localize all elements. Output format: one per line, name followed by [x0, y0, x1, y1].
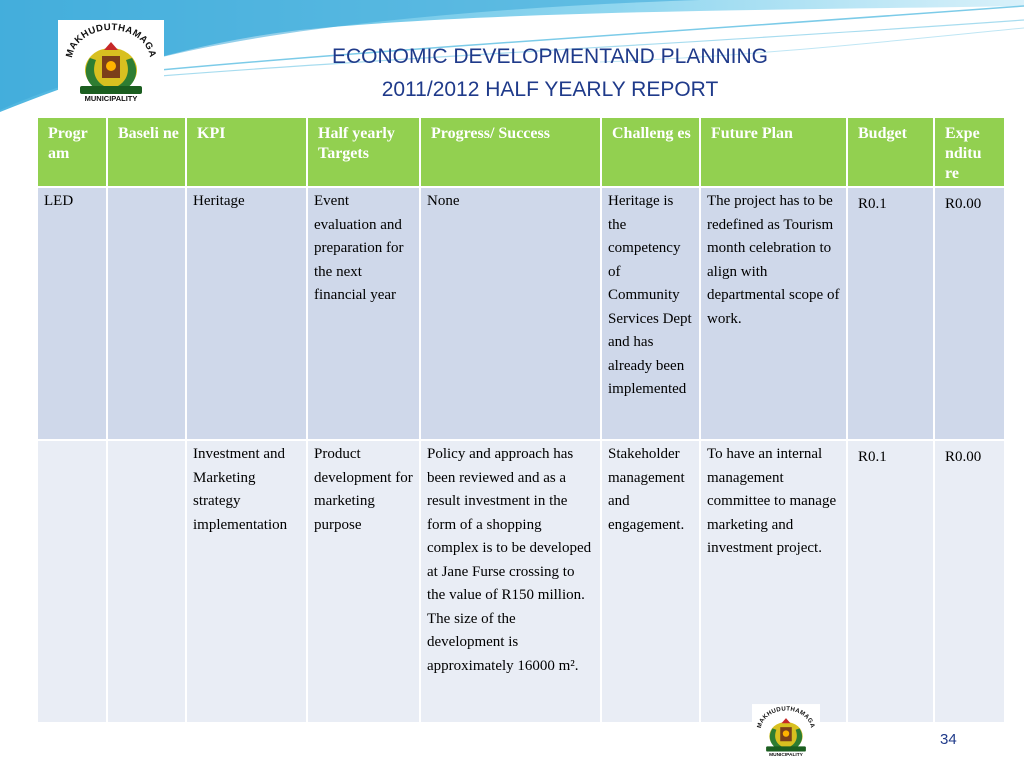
- cell-target: Product development for marketing purpose: [308, 441, 419, 722]
- table-row: [38, 188, 1004, 439]
- logo-small-arc-text: MAKHUDUTHAMAGA: [755, 705, 816, 729]
- cell-baseline: [108, 441, 185, 722]
- cell-program: [38, 441, 106, 722]
- report-title: [300, 40, 800, 106]
- municipality-logo-small: [752, 704, 820, 758]
- title-line-1: ECONOMIC DEVELOPMENTAND PLANNING: [331, 45, 768, 68]
- cell-target: Event evaluation and preparation for the next financial year: [308, 188, 419, 439]
- col-header-program: Progr am: [38, 118, 106, 186]
- col-header-future-plan: Future Plan: [701, 118, 846, 186]
- cell-future-plan: To have an internal management committee to manage marketing and investment project.: [701, 441, 846, 722]
- report-table: [36, 116, 1006, 724]
- col-header-targets: Half yearly Targets: [308, 118, 419, 186]
- col-header-budget: Budget: [848, 118, 933, 186]
- col-header-kpi: KPI: [187, 118, 306, 186]
- municipality-logo: [58, 20, 164, 104]
- cell-challenges: Stakeholder management and engagement.: [602, 441, 699, 722]
- table-row: [38, 441, 1004, 722]
- logo-small-label: MUNICIPALITY: [769, 753, 803, 758]
- cell-progress: Policy and approach has been reviewed and as a result investment in the form of a shopping complex is to be developed at Jane Furse crossing to the value of R150 million. The size of the development is approximately 16000 m².: [421, 441, 600, 722]
- col-header-challenges: Challeng es: [602, 118, 699, 186]
- cell-challenges: Heritage is the competency of Community Services Dept and has already been implemented: [602, 188, 699, 439]
- cell-expenditure: R0.00: [935, 441, 1004, 722]
- logo-label: MUNICIPALITY: [84, 94, 138, 103]
- cell-baseline: [108, 188, 185, 439]
- col-header-baseline: Baseli ne: [108, 118, 185, 186]
- cell-future-plan: The project has to be redefined as Tourism month celebration to align with departmental scope of work.: [701, 188, 846, 439]
- cell-budget: R0.1: [848, 441, 933, 722]
- page-number: 34: [940, 731, 957, 748]
- cell-kpi: Heritage: [187, 188, 306, 439]
- col-header-expenditure: Expe nditu re: [935, 118, 1004, 186]
- cell-progress: None: [421, 188, 600, 439]
- col-header-progress: Progress/ Success: [421, 118, 600, 186]
- cell-budget: R0.1: [848, 188, 933, 439]
- table-header-row: [38, 118, 1004, 186]
- cell-program: LED: [38, 188, 106, 439]
- cell-expenditure: R0.00: [935, 188, 1004, 439]
- title-line-2: 2011/2012 HALF YEARLY REPORT: [381, 78, 719, 101]
- cell-kpi: Investment and Marketing strategy implementation: [187, 441, 306, 722]
- logo-arc-text: MAKHUDUTHAMAGA: [63, 21, 158, 59]
